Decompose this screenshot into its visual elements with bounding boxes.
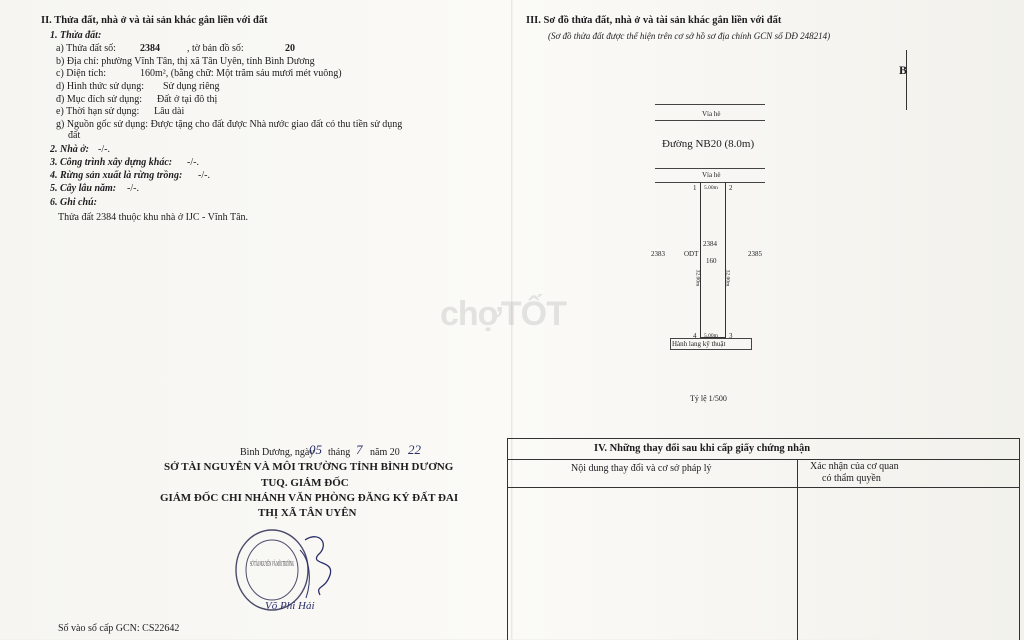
road-top-edge — [655, 120, 765, 121]
tuq-line: TUQ. GIÁM ĐỐC — [261, 477, 349, 489]
origin-line1: g) Nguồn gốc sử dụng: Được tặng cho đất được Nhà nước giao đất có thu tiền sử dụng — [56, 119, 403, 130]
point-1: 1 — [693, 184, 697, 192]
stamp-text-svg: SỞ TÀI NGUYÊN VÀ MÔI TRƯỜNG — [250, 560, 294, 568]
origin-line2: đất — [68, 130, 81, 141]
col-confirm-header-line1: Xác nhận của cơ quan — [810, 461, 899, 472]
col-changes-header: Nội dung thay đổi và cơ sở pháp lý — [571, 463, 712, 474]
parcel-number-value: 2384 — [140, 43, 160, 54]
dim-right: 32.00m — [724, 269, 731, 287]
parcel-number: 2384 — [703, 240, 717, 248]
section-iv-title: IV. Những thay đổi sau khi cấp giấy chứng nhận — [594, 443, 811, 454]
address-line: b) Địa chỉ: phường Vĩnh Tân, thị xã Tân Uyên, tỉnh Bình Dương — [56, 56, 315, 67]
item3-title: 3. Công trình xây dựng khác: — [50, 157, 173, 168]
usage-term-label: e) Thời hạn sử dụng: — [56, 106, 140, 117]
point-2: 2 — [729, 184, 733, 192]
date-year-label: năm 20 — [370, 447, 400, 458]
map-sheet-label: , tờ bản đồ số: — [187, 43, 244, 54]
dim-top: 5.00m — [704, 185, 718, 191]
date-year: 22 — [408, 442, 421, 457]
sidewalk-top-label: Vỉa hè — [702, 110, 721, 118]
item3-value: -/-. — [187, 157, 199, 168]
usage-purpose-value: Đất ở tại đô thị — [157, 94, 218, 105]
area-label: c) Diện tích: — [56, 68, 106, 79]
item4-title: 4. Rừng sản xuất là rừng trồng: — [50, 170, 183, 181]
land-code: ODT — [684, 250, 699, 258]
neighbor-left: 2383 — [651, 250, 665, 258]
item5-value: -/-. — [127, 183, 139, 194]
north-arrow-line — [906, 50, 907, 110]
item2-title: 2. Nhà ở: — [50, 144, 89, 155]
scale-label: Tỷ lệ 1/500 — [690, 394, 727, 403]
item4-value: -/-. — [198, 170, 210, 181]
road-bottom-edge — [655, 168, 765, 169]
parcel-area: 160 — [706, 257, 717, 265]
north-arrow-label: B — [899, 63, 908, 77]
col-confirm-header-line2: có thẩm quyền — [822, 473, 881, 484]
point-3: 3 — [729, 332, 733, 340]
map-sheet-value: 20 — [285, 43, 295, 54]
section-iii-title: III. Sơ đồ thửa đất, nhà ở và tài sản khác gắn liền với đất — [526, 15, 782, 26]
signer-name: Võ Phi Hải — [265, 600, 315, 612]
sidewalk-label: Vỉa hè — [702, 171, 721, 179]
item2-value: -/-. — [98, 144, 110, 155]
item1-title: 1. Thửa đất: — [50, 30, 102, 41]
date-month: 7 — [356, 442, 363, 457]
usage-term-value: Lâu dài — [154, 106, 185, 117]
usage-purpose-label: đ) Mục đích sử dụng: — [56, 94, 142, 105]
date-day: 05 — [309, 442, 322, 457]
area-value: 160m², (bằng chữ: Một trăm sáu mươi mét vuông) — [140, 68, 342, 79]
date-month-label: tháng — [328, 447, 351, 458]
dim-bottom: 5.00m — [704, 333, 718, 339]
sidewalk-top-line — [655, 104, 765, 105]
note-text: Thửa đất 2384 thuộc khu nhà ở IJC - Vĩnh Tân. — [58, 212, 249, 223]
date-place: Bình Dương, ngày — [240, 447, 315, 458]
section-iii-subtitle: (Sơ đồ thửa đất được thể hiện trên cơ sở hồ sơ địa chính GCN số DĐ 248214) — [548, 31, 831, 41]
corridor-label: Hành lang kỹ thuật — [672, 340, 726, 348]
neighbor-right: 2385 — [748, 250, 762, 258]
changes-table-rule — [508, 487, 1019, 488]
road-label: Đường NB20 (8.0m) — [662, 138, 755, 150]
usage-form-label: d) Hình thức sử dụng: — [56, 81, 145, 92]
section-ii-title: II. Thửa đất, nhà ở và tài sản khác gắn liền với đất — [41, 15, 268, 26]
town-name: THỊ XÃ TÂN UYÊN — [258, 507, 357, 519]
signer-title: GIÁM ĐỐC CHI NHÁNH VĂN PHÒNG ĐĂNG KÝ ĐẤT ĐAI — [160, 492, 459, 504]
usage-form-value: Sử dụng riêng — [163, 81, 220, 92]
item6-title: 6. Ghi chú: — [50, 197, 97, 208]
dim-left: 32.00m — [694, 269, 701, 287]
watermark: chợTỐT — [440, 295, 566, 333]
point-4: 4 — [693, 332, 697, 340]
issuing-organization: SỞ TÀI NGUYÊN VÀ MÔI TRƯỜNG TỈNH BÌNH DƯƠNG — [164, 461, 454, 473]
item5-title: 5. Cây lâu năm: — [50, 183, 117, 194]
parcel-number-label: a) Thửa đất số: — [56, 43, 116, 54]
register-number: Số vào sổ cấp GCN: CS22642 — [58, 623, 180, 634]
